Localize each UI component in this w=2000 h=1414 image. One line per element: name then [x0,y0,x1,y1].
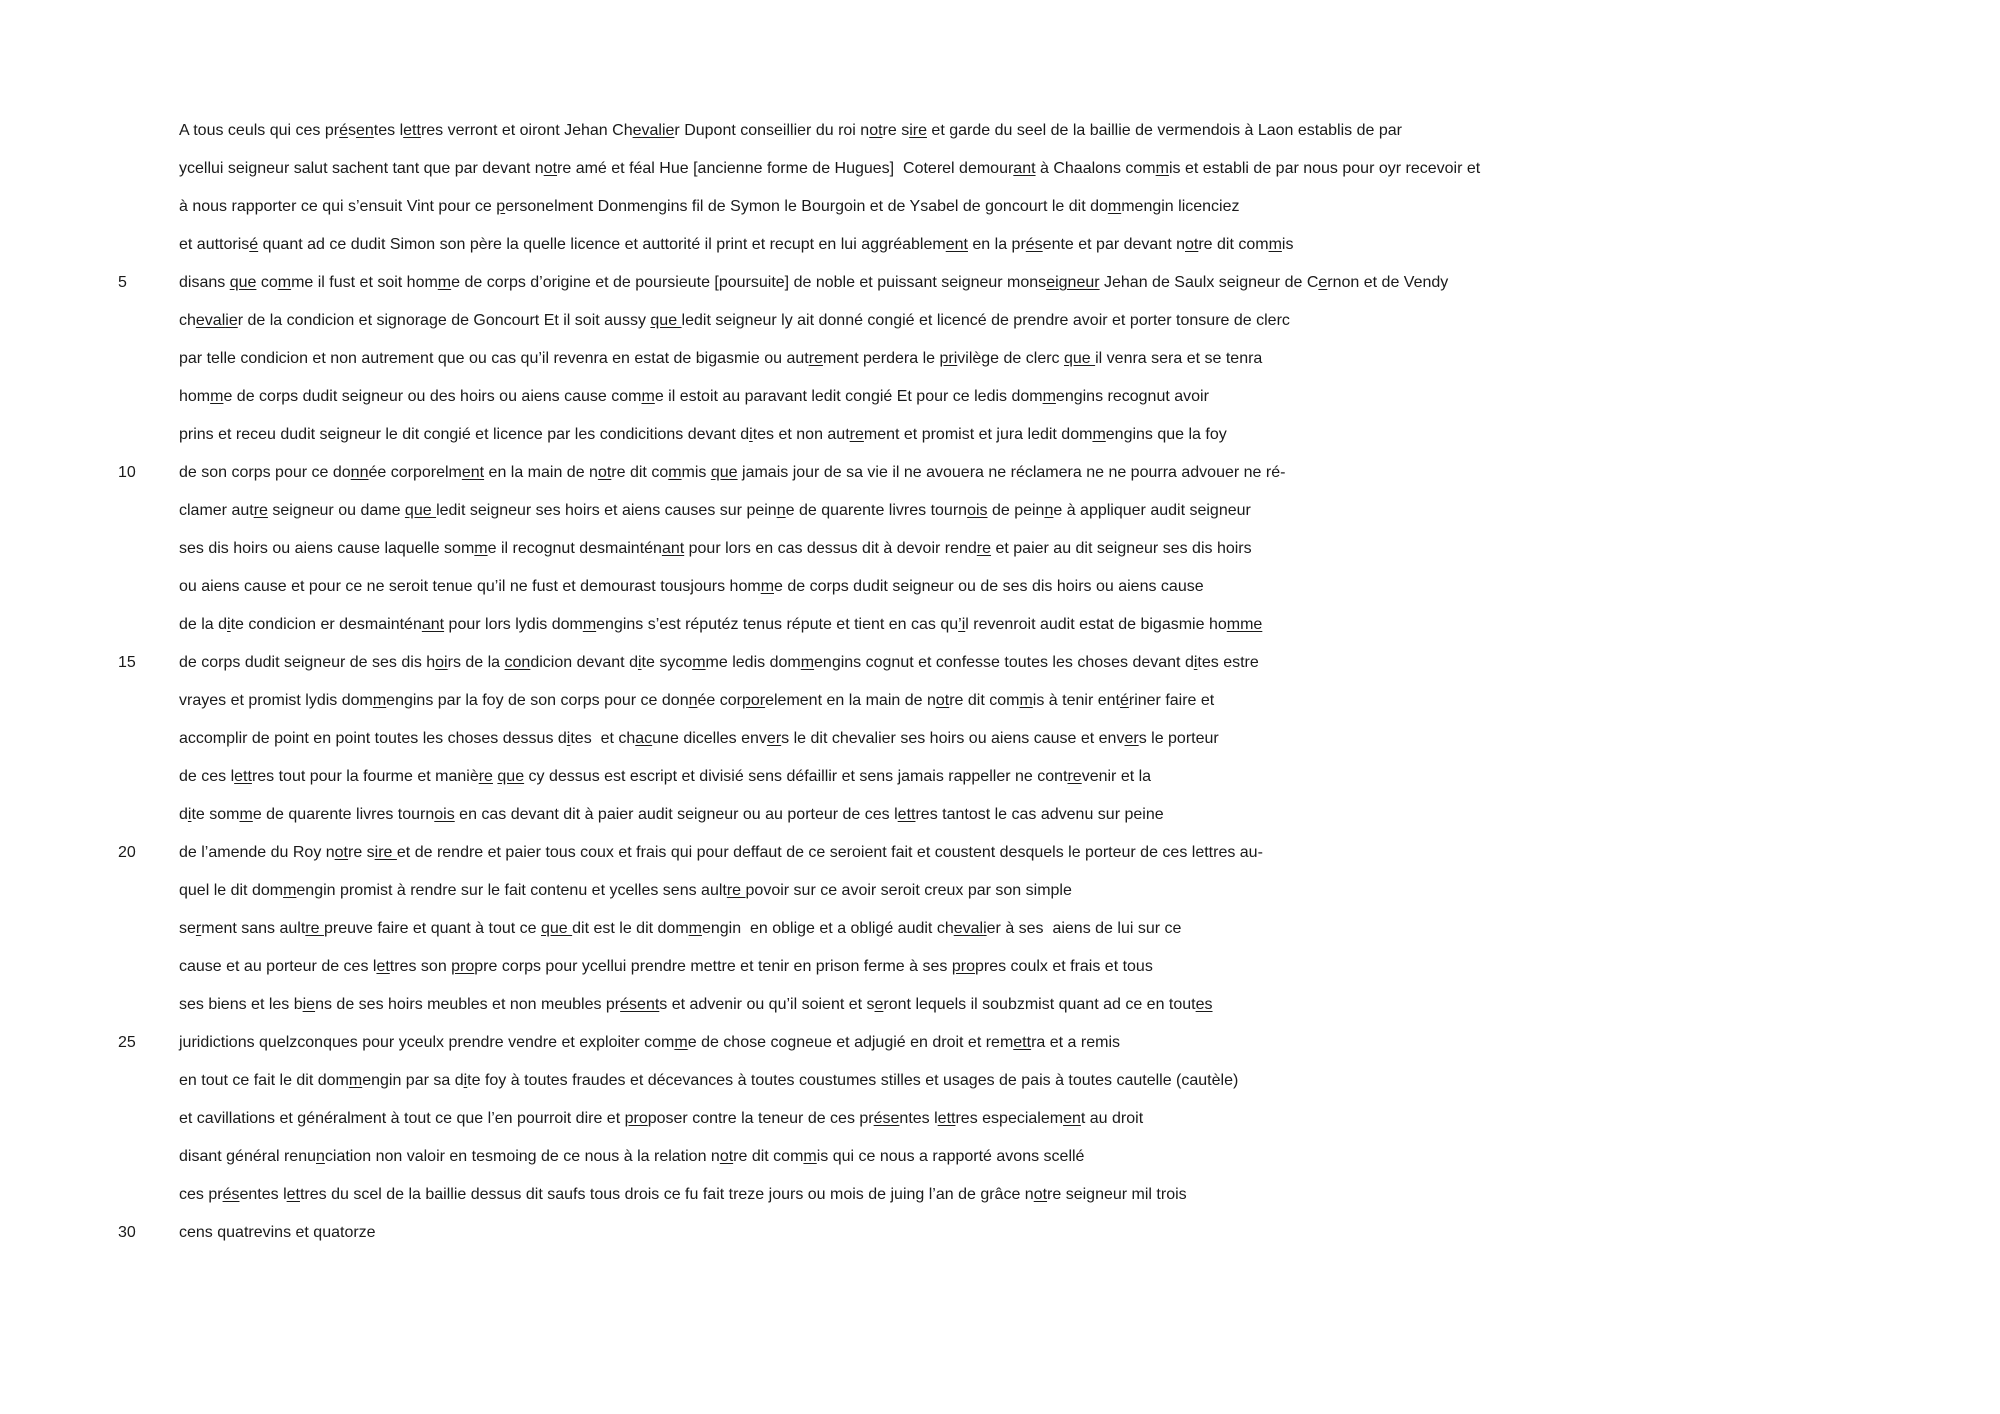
line-text: disans que comme il fust et soit homme de corps d’origine et de poursieute [poursuite] de noble et puissant seigneur monseigneur Jehan de Saulx seigneur de Cernon et de Vendy [179,274,1449,291]
line-text: et auttorisé quant ad ce dudit Simon son père la quelle licence et auttorité il print et recupt en lui aggréablement en la présente et par devant notre dit commis [179,236,1294,253]
line-number: 15 [118,654,136,671]
line-number: 5 [118,274,127,291]
line-number: 30 [118,1224,136,1241]
line-text: homme de corps dudit seigneur ou des hoirs ou aiens cause comme il estoit au paravant ledit congié Et pour ce ledis dommengins recognut avoir [179,388,1209,405]
line-text: de la dite condicion er desmainténant pour lors lydis dommengins s’est réputéz tenus répute et tient en cas qu’il revenroit audit estat de bigasmie homme [179,616,1263,633]
line-text: ses biens et les biens de ses hoirs meubles et non meubles présents et advenir ou qu’il soient et seront lequels il soubzmist quant ad ce en toutes [179,996,1213,1013]
line-text: clamer autre seigneur ou dame que ledit seigneur ses hoirs et aiens causes sur peinne de quarente livres tournois de peinne à appliquer audit seigneur [179,502,1251,519]
line-text: ses dis hoirs ou aiens cause laquelle somme il recognut desmainténant pour lors en cas dessus dit à devoir rendre et paier au dit seigneur ses dis hoirs [179,540,1252,557]
line-text: vrayes et promist lydis dommengins par la foy de son corps pour ce donnée corporelement en la main de notre dit commis à tenir entériner faire et [179,692,1215,709]
line-text: à nous rapporter ce qui s’ensuit Vint pour ce personelment Donmengins fil de Symon le Bourgoin et de Ysabel de goncourt le dit dommengin licenciez [179,198,1240,215]
line-text: par telle condicion et non autrement que ou cas qu’il revenra en estat de bigasmie ou autrement perdera le privilège de clerc que il venra sera et se tenra [179,350,1263,367]
line-text: ces présentes lettres du scel de la baillie dessus dit saufs tous drois ce fu fait treze jours ou mois de juing l’an de grâce notre seigneur mil trois [179,1186,1187,1203]
line-text: prins et receu dudit seigneur le dit congié et licence par les condicitions devant dites et non autrement et promist et jura ledit dommengins que la foy [179,426,1227,443]
line-text: de ces lettres tout pour la fourme et manière que cy dessus est escript et divisié sens défaillir et sens jamais rappeller ne contrevenir et la [179,768,1152,785]
line-text: A tous ceuls qui ces présentes lettres verront et oiront Jehan Chevalier Dupont conseillier du roi notre sire et garde du seel de la baillie de vermendois à Laon establis de par [179,122,1402,139]
line-text: de l’amende du Roy notre sire et de rendre et paier tous coux et frais qui pour deffaut de ce seroient fait et coustent desquels le porteur de ces lettres au- [179,844,1263,861]
line-text: de corps dudit seigneur de ses dis hoirs de la condicion devant dite sycomme ledis dommengins cognut et confesse toutes les choses devant dites estre [179,654,1259,671]
line-text: en tout ce fait le dit dommengin par sa dite foy à toutes fraudes et décevances à toutes coustumes stilles et usages de pais à toutes cautelle (cautèle) [179,1072,1239,1089]
line-number: 10 [118,464,136,481]
line-text: disant général renunciation non valoir en tesmoing de ce nous à la relation notre dit commis qui ce nous a rapporté avons scellé [179,1148,1085,1165]
line-text: dite somme de quarente livres tournois en cas devant dit à paier audit seigneur ou au porteur de ces lettres tantost le cas advenu sur peine [179,806,1164,823]
line-text: cause et au porteur de ces lettres son propre corps pour ycellui prendre mettre et tenir en prison ferme à ses propres coulx et frais et tous [179,958,1153,975]
line-text: accomplir de point en point toutes les choses dessus dites et chacune dicelles envers le dit chevalier ses hoirs ou aiens cause et envers le porteur [179,730,1219,747]
line-text: de son corps pour ce donnée corporelment en la main de notre dit commis que jamais jour de sa vie il ne avouera ne réclamera ne ne pourra advouer ne ré- [179,464,1286,481]
line-text: chevalier de la condicion et signorage de Goncourt Et il soit aussy que ledit seigneur ly ait donné congié et licencé de prendre avoir et porter tonsure de clerc [179,312,1290,329]
line-text: et cavillations et généralment à tout ce que l’en pourroit dire et proposer contre la teneur de ces présentes lettres especialement au droit [179,1110,1144,1127]
line-text: ou aiens cause et pour ce ne seroit tenue qu’il ne fust et demourast tousjours homme de corps dudit seigneur ou de ses dis hoirs ou aiens cause [179,578,1204,595]
line-text: cens quatrevins et quatorze [179,1224,376,1241]
line-number: 20 [118,844,136,861]
line-number: 25 [118,1034,136,1051]
line-text: serment sans aultre preuve faire et quant à tout ce que dit est le dit dommengin en oblige et a obligé audit chevalier à ses aiens de lui sur ce [179,920,1182,937]
line-text: quel le dit dommengin promist à rendre sur le fait contenu et ycelles sens aultre povoir sur ce avoir seroit creux par son simple [179,882,1072,899]
line-text: juridictions quelzconques pour yceulx prendre vendre et exploiter comme de chose cogneue et adjugié en droit et remettra et a remis [179,1034,1120,1051]
line-text: ycellui seigneur salut sachent tant que par devant notre amé et féal Hue [ancienne forme de Hugues] Coterel demourant à Chaalons commis et establi de par nous pour oyr recevoir et [179,160,1481,177]
